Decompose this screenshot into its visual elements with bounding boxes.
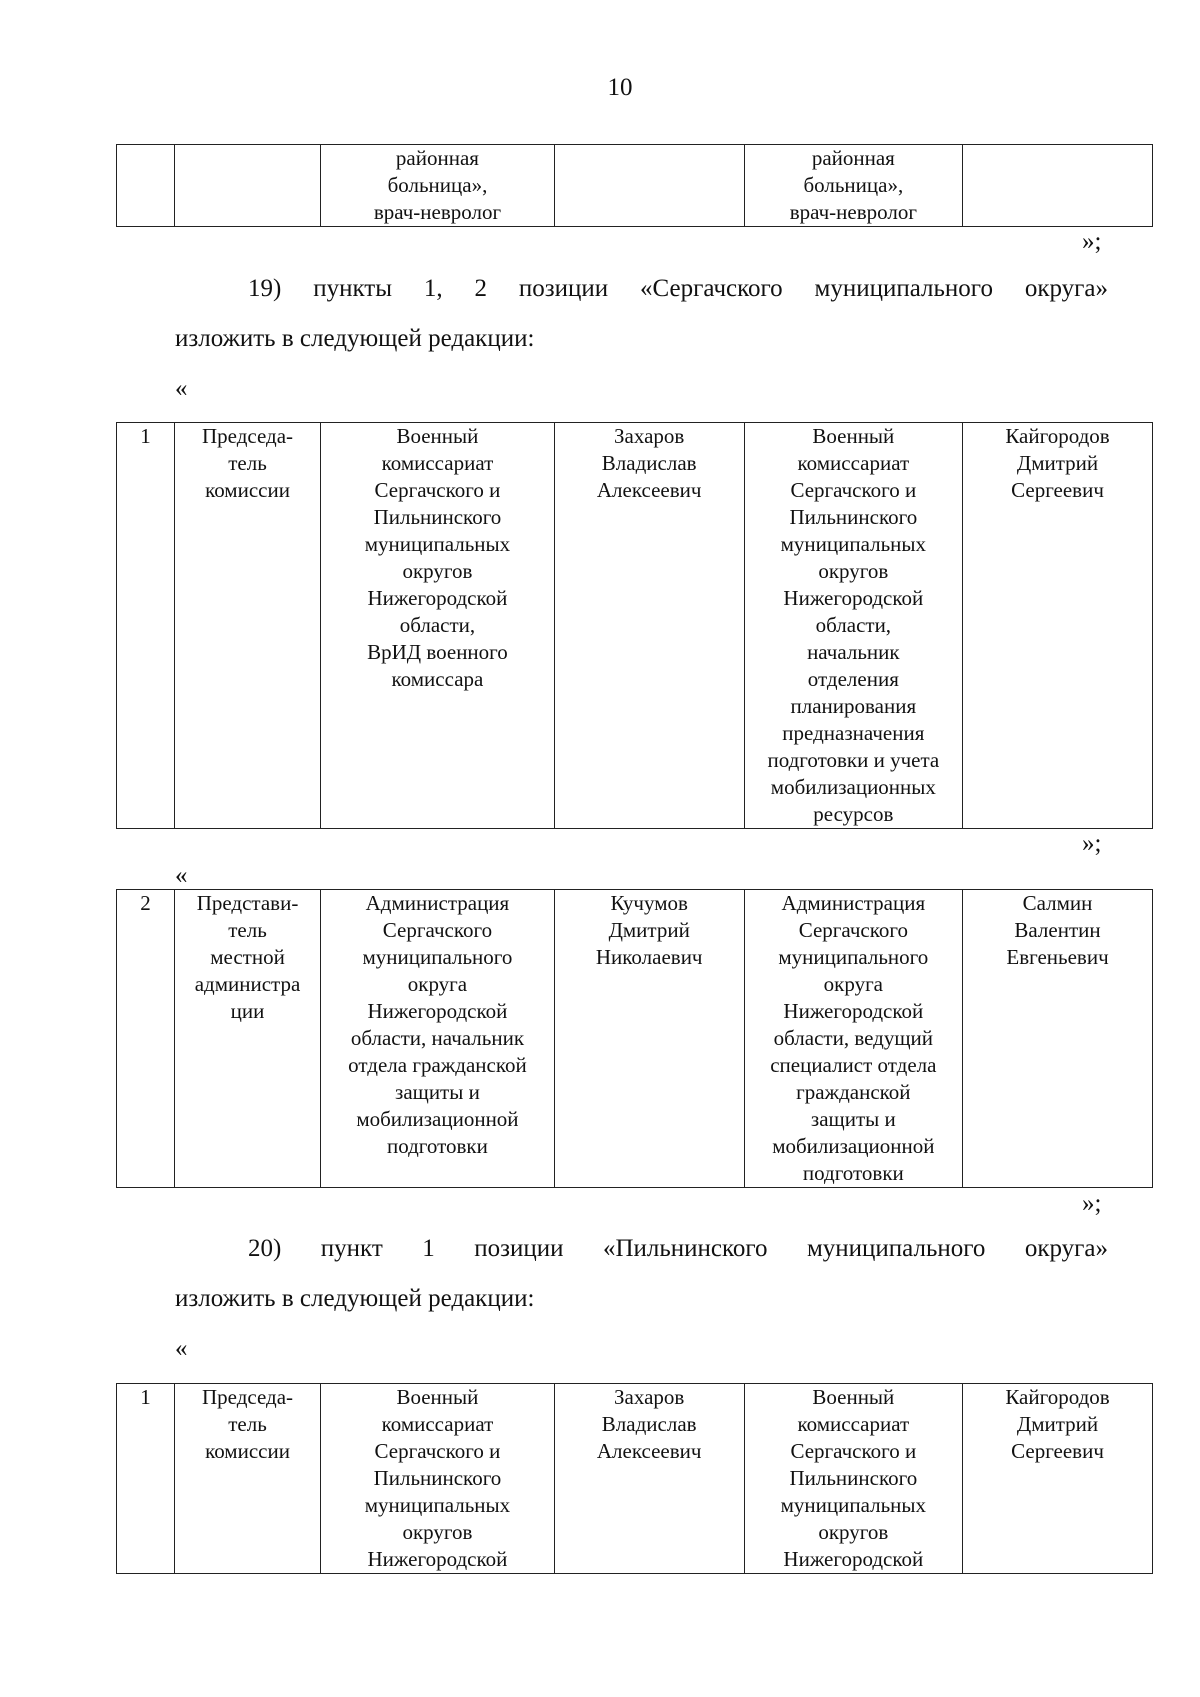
- closing-quote: »;: [1082, 1190, 1102, 1217]
- cell-number: 2: [117, 890, 175, 1188]
- item19-line1: 19) пункты 1, 2 позиции «Сергачского муниципального округа»: [248, 275, 1108, 302]
- cell-org-main: Военный комиссариат Сергачского и Пильнинского муниципальных округов Нижегородской области, ВрИД военного комиссара: [321, 423, 555, 829]
- table-item19-position1: [116, 422, 1153, 829]
- cell-number: 1: [117, 423, 175, 829]
- cell-org-reserve: Администрация Сергачского муниципального округа Нижегородской области, ведущий специалист отдела гражданской защиты и мобилизационной подготовки: [744, 890, 962, 1188]
- opening-quote: «: [175, 862, 188, 889]
- cell-org-main: Военный комиссариат Сергачского и Пильнинского муниципальных округов Нижегородской: [321, 1384, 555, 1574]
- cell-role: [174, 145, 320, 227]
- page-number: 10: [607, 74, 633, 101]
- cell-org-main: Администрация Сергачского муниципального округа Нижегородской области, начальник отдела гражданской защиты и мобилизационной подготовки: [321, 890, 555, 1188]
- cell-org-reserve: районная больница», врач-невролог: [744, 145, 962, 227]
- cell-name-main: [554, 145, 744, 227]
- cell-name-reserve: Салмин Валентин Евгеньевич: [963, 890, 1153, 1188]
- table-row: [117, 145, 1153, 227]
- cell-number: [117, 145, 175, 227]
- table-continuation: [116, 144, 1153, 227]
- cell-name-reserve: [963, 145, 1153, 227]
- table-row: [117, 423, 1153, 829]
- table-item20-position1: [116, 1383, 1153, 1574]
- cell-role: Председа- тель комиссии: [174, 423, 320, 829]
- cell-name-main: Захаров Владислав Алексеевич: [554, 1384, 744, 1574]
- cell-number: 1: [117, 1384, 175, 1574]
- cell-org-reserve: Военный комиссариат Сергачского и Пильнинского муниципальных округов Нижегородской: [744, 1384, 962, 1574]
- item20-line2: изложить в следующей редакции:: [175, 1285, 535, 1312]
- item19-line2: изложить в следующей редакции:: [175, 325, 535, 352]
- item20-line1: 20) пункт 1 позиции «Пильнинского муниципального округа»: [248, 1235, 1108, 1262]
- table-row: [117, 890, 1153, 1188]
- table-row: [117, 1384, 1153, 1574]
- cell-org-main: районная больница», врач-невролог: [321, 145, 555, 227]
- cell-name-main: Захаров Владислав Алексеевич: [554, 423, 744, 829]
- cell-role: Представи- тель местной администра ции: [174, 890, 320, 1188]
- cell-name-reserve: Кайгородов Дмитрий Сергеевич: [963, 1384, 1153, 1574]
- closing-quote: »;: [1082, 830, 1102, 857]
- cell-name-reserve: Кайгородов Дмитрий Сергеевич: [963, 423, 1153, 829]
- cell-name-main: Кучумов Дмитрий Николаевич: [554, 890, 744, 1188]
- cell-org-reserve: Военный комиссариат Сергачского и Пильнинского муниципальных округов Нижегородской области, начальник отделения планирования предназначения подготовки и учета мобилизационных ресурсов: [744, 423, 962, 829]
- opening-quote: «: [175, 1335, 188, 1362]
- closing-quote: »;: [1082, 228, 1102, 255]
- opening-quote: «: [175, 375, 188, 402]
- table-item19-position2: [116, 889, 1153, 1188]
- cell-role: Председа- тель комиссии: [174, 1384, 320, 1574]
